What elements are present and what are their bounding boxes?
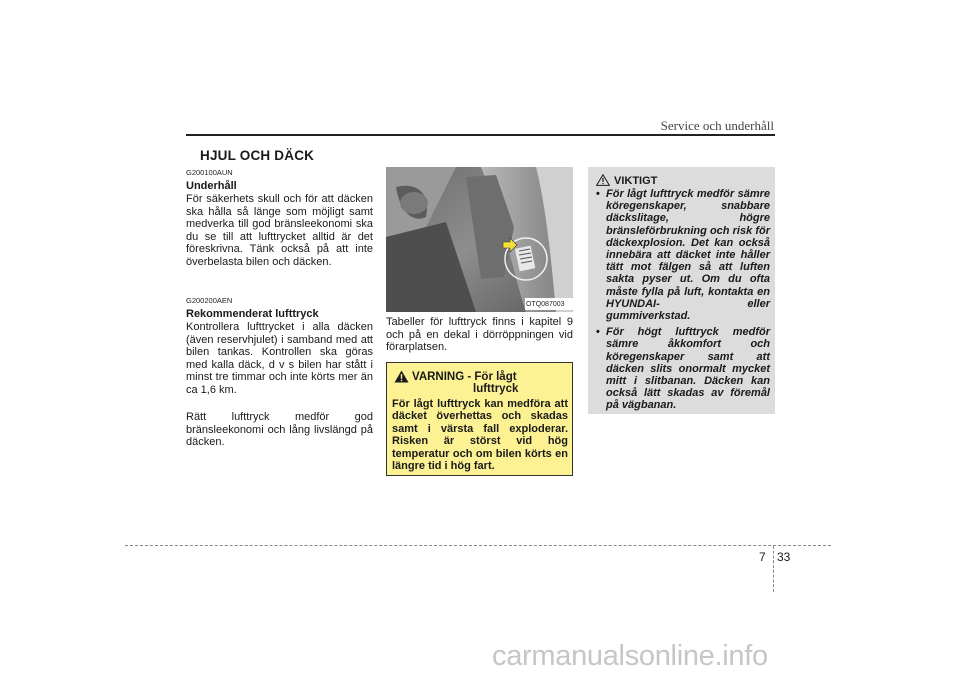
door-sticker-photo: [386, 167, 573, 312]
warning-triangle-icon: [394, 370, 409, 383]
figure-caption: Tabeller för lufttryck finns i kapitel 9 och på en dekal i dörröppningen vid förarplatsen.: [386, 316, 573, 354]
important-item: [596, 326, 770, 411]
pressure-text-2: Rätt lufttryck medför god bränsleekonomi och lång livslängd på däcken.: [186, 411, 373, 449]
important-label: VIKTIGT: [614, 175, 658, 187]
warning-label-line-2: lufttryck: [473, 383, 519, 395]
maintenance-text: För säkerhets skull och för att däcken ska hålla så länge som möjligt samt medverka till god bränsleekonomi ska du se till att lufttrycket alltid är det föreskrivna. Tänk också på att inte överbelasta bilen och däcken.: [186, 193, 373, 268]
maintenance-code: G200100AUN: [186, 168, 233, 177]
caution-triangle-icon: [596, 174, 610, 186]
maintenance-heading: Underhåll: [186, 180, 237, 192]
bullet: •: [596, 188, 600, 200]
warning-label: VARNING - För lågt: [412, 371, 517, 383]
running-header: Service och underhåll: [660, 118, 774, 133]
section-title: HJUL OCH DÄCK: [200, 148, 315, 163]
pressure-code: G200200AEN: [186, 296, 233, 305]
important-item-text: För högt lufttryck medför sämre åkkomfort och köregenskaper samt att däcken slits onormalt mycket mitt i slitbanan. Däcken kan också lätt skadas av föremål på vägbanan.: [606, 326, 770, 412]
important-item-text: För lågt lufttryck medför sämre köregenskaper, snabbare däckslitage, högre bränsleförbrukning och risk för däckexplosion. Det kan också innebära att däcket inte håller tätt mot fälgen så att luften sakta pyser ut. Om du ofta måste fylla på luft, kontakta en HYUNDAI- eller gummiverkstad.: [606, 188, 770, 323]
warning-text: För lågt lufttryck kan medföra att däcket överhettas och skadas samt i värsta fall exploderar. Risken är störst vid hög temperatur och om bilen körts en längre tid i hög fart.: [392, 398, 568, 473]
watermark: carmanualsonline.info: [492, 640, 768, 672]
pressure-heading: Rekommenderat lufttryck: [186, 308, 319, 320]
header-rule: [186, 134, 775, 136]
door-sticker-illustration: [386, 167, 573, 312]
figure-code: OTQ087003: [526, 301, 565, 308]
footer-divider: [773, 546, 774, 592]
page-number: 33: [777, 550, 791, 564]
chapter-number: 7: [759, 550, 766, 564]
footer-rule: [125, 545, 831, 546]
pressure-text-1: Kontrollera lufttrycket i alla däcken (även reservhjulet) i samband med att bilen tankas. Kontrollen ska göras med kalla däck, d v s bilen har stått i minst tre timmar och inte körts mer än ca 1,6 km.: [186, 321, 373, 396]
bullet: •: [596, 326, 600, 339]
important-item: [596, 188, 770, 322]
important-list: [596, 188, 770, 416]
